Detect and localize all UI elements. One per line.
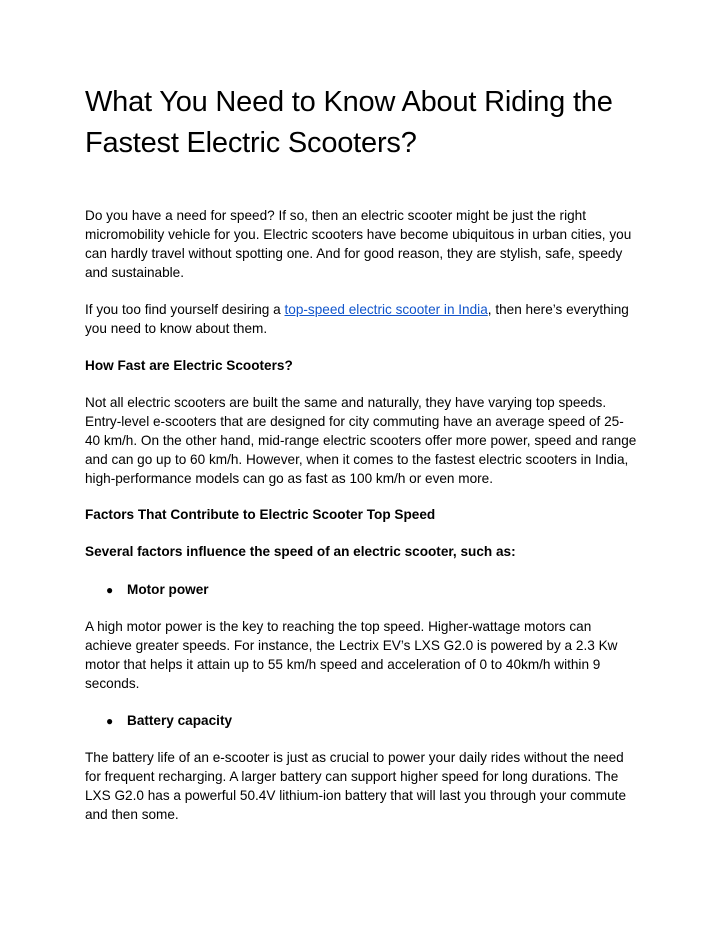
bullet-item-battery	[85, 712, 637, 731]
find-prefix-text: If you too find yourself desiring a	[85, 302, 285, 317]
top-speed-scooter-link[interactable]: top-speed electric scooter in India	[284, 302, 488, 317]
heading-how-fast: How Fast are Electric Scooters?	[85, 358, 293, 373]
battery-paragraph: The battery life of an e-scooter is just as crucial to power your daily rides without the need for frequent recharging. A larger battery can support higher speed for long durations. The LXS G2.0 has a powerful 50.4V lithium-ion battery that will last you through your commute and then some.	[85, 750, 627, 822]
fast-paragraph: Not all electric scooters are built the same and naturally, they have varying top speeds. Entry-level e-scooters that are designed for city commuting have an average speed of 25-40 km/h. On the other hand, mid-range electric scooters offer more power, speed and range and can go up to 60 km/h. However, when it comes to the fastest electric scooters in India, high-performance models can go as fast as 100 km/h or even more.	[85, 395, 637, 486]
bullet-label-battery: Battery capacity	[127, 713, 233, 728]
bullet-label-motor: Motor power	[127, 582, 209, 597]
bullet-icon: ●	[106, 583, 114, 597]
intro-paragraph: Do you have a need for speed? If so, then an electric scooter might be just the right micromobility vehicle for you. Electric scooters have become ubiquitous in urban cities, you can hardly travel without spotting one. And for good reason, they are stylish, safe, speedy and sustainable.	[85, 208, 632, 280]
find-suffix-text: , then here’s everything you need to know about them.	[85, 302, 629, 336]
bullet-item-motor	[85, 581, 637, 600]
motor-paragraph: A high motor power is the key to reaching the top speed. Higher-wattage motors can achieve greater speeds. For instance, the Lectrix EV’s LXS G2.0 is powered by a 2.3 Kw motor that helps it attain up to 55 km/h speed and acceleration of 0 to 40km/h within 9 seconds.	[85, 619, 618, 691]
heading-factors: Factors That Contribute to Electric Scooter Top Speed	[85, 507, 436, 522]
find-paragraph	[85, 301, 637, 339]
heading-several-factors: Several factors influence the speed of an electric scooter, such as:	[85, 544, 516, 559]
bullet-icon: ●	[106, 714, 114, 728]
document-title: What You Need to Know About Riding the Fastest Electric Scooters?	[85, 86, 613, 159]
